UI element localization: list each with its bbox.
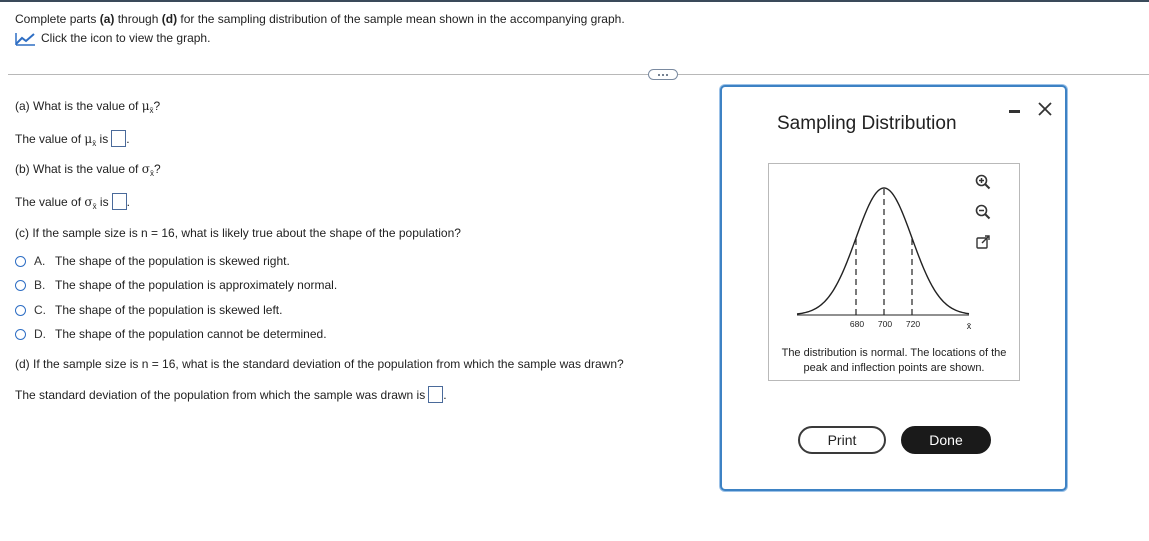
- intro-section: [15, 10, 625, 48]
- radio-c[interactable]: [15, 305, 26, 316]
- instruction-text: [15, 10, 625, 29]
- top-border: [0, 0, 1149, 2]
- instruction-mid: through: [114, 12, 162, 26]
- question-a-prompt: (a) What is the value of $\mu_{x̄}$?: [15, 99, 161, 115]
- option-b[interactable]: B. The shape of the population is approximately normal.: [15, 278, 337, 292]
- mu-symbol: μ: [141, 99, 150, 113]
- question-b-prompt: (b) What is the value of $\sigma_{x̄}$?: [15, 162, 161, 178]
- question-a-answer: The value of $\mu_{x̄}$ is .: [15, 132, 130, 148]
- tick-label: 700: [877, 319, 893, 329]
- line-chart-icon[interactable]: [15, 32, 36, 46]
- zoom-out-icon[interactable]: [975, 204, 991, 220]
- more-options-button[interactable]: [648, 69, 678, 80]
- xbar-subscript: x̄: [149, 106, 154, 115]
- instruction-part-a: (a): [99, 12, 115, 26]
- graph-panel: [768, 163, 1020, 381]
- done-button[interactable]: Done: [901, 426, 991, 454]
- instruction-post: for the sampling distribution of the sample mean shown in the accompanying graph.: [177, 12, 625, 26]
- zoom-in-icon[interactable]: [975, 174, 991, 190]
- instruction-pre: Complete parts: [15, 12, 100, 26]
- question-d-prompt: (d) If the sample size is n = 16, what is the standard deviation of the population from which the sample was drawn?: [15, 357, 624, 371]
- normal-curve: [797, 188, 969, 314]
- tick-label: 680: [849, 319, 865, 329]
- view-graph-link[interactable]: [15, 29, 625, 48]
- instruction-part-d: (d): [161, 12, 178, 26]
- question-c-prompt: (c) If the sample size is n = 16, what is likely true about the shape of the population?: [15, 226, 461, 240]
- external-link-icon[interactable]: [975, 234, 991, 250]
- dialog-title: Sampling Distribution: [777, 113, 957, 134]
- section-divider: [8, 74, 1149, 75]
- radio-a[interactable]: [15, 256, 26, 267]
- axis-variable-label: x̄: [966, 321, 972, 331]
- minimize-icon[interactable]: [1009, 110, 1020, 113]
- answer-b-input[interactable]: [112, 193, 127, 210]
- view-graph-text[interactable]: Click the icon to view the graph.: [41, 31, 211, 45]
- print-button[interactable]: Print: [798, 426, 886, 454]
- question-d-answer: The standard deviation of the population from which the sample was drawn is .: [15, 388, 447, 402]
- graph-caption: The distribution is normal. The locations of the peak and inflection points are shown.: [781, 347, 1007, 374]
- normal-curve-graph: [769, 164, 1019, 344]
- radio-b[interactable]: [15, 280, 26, 291]
- question-b-answer: The value of $\sigma_{x̄}$ is .: [15, 195, 130, 211]
- option-d[interactable]: D. The shape of the population cannot be determined.: [15, 327, 327, 341]
- answer-d-input[interactable]: [428, 386, 443, 403]
- sampling-distribution-dialog: [720, 85, 1067, 491]
- close-icon[interactable]: [1037, 101, 1053, 117]
- option-c[interactable]: C. The shape of the population is skewed left.: [15, 303, 282, 317]
- sigma-symbol: σ: [141, 162, 150, 176]
- option-a[interactable]: A. The shape of the population is skewed right.: [15, 254, 290, 268]
- answer-a-input[interactable]: [111, 130, 126, 147]
- radio-d[interactable]: [15, 329, 26, 340]
- tick-label: 720: [905, 319, 921, 329]
